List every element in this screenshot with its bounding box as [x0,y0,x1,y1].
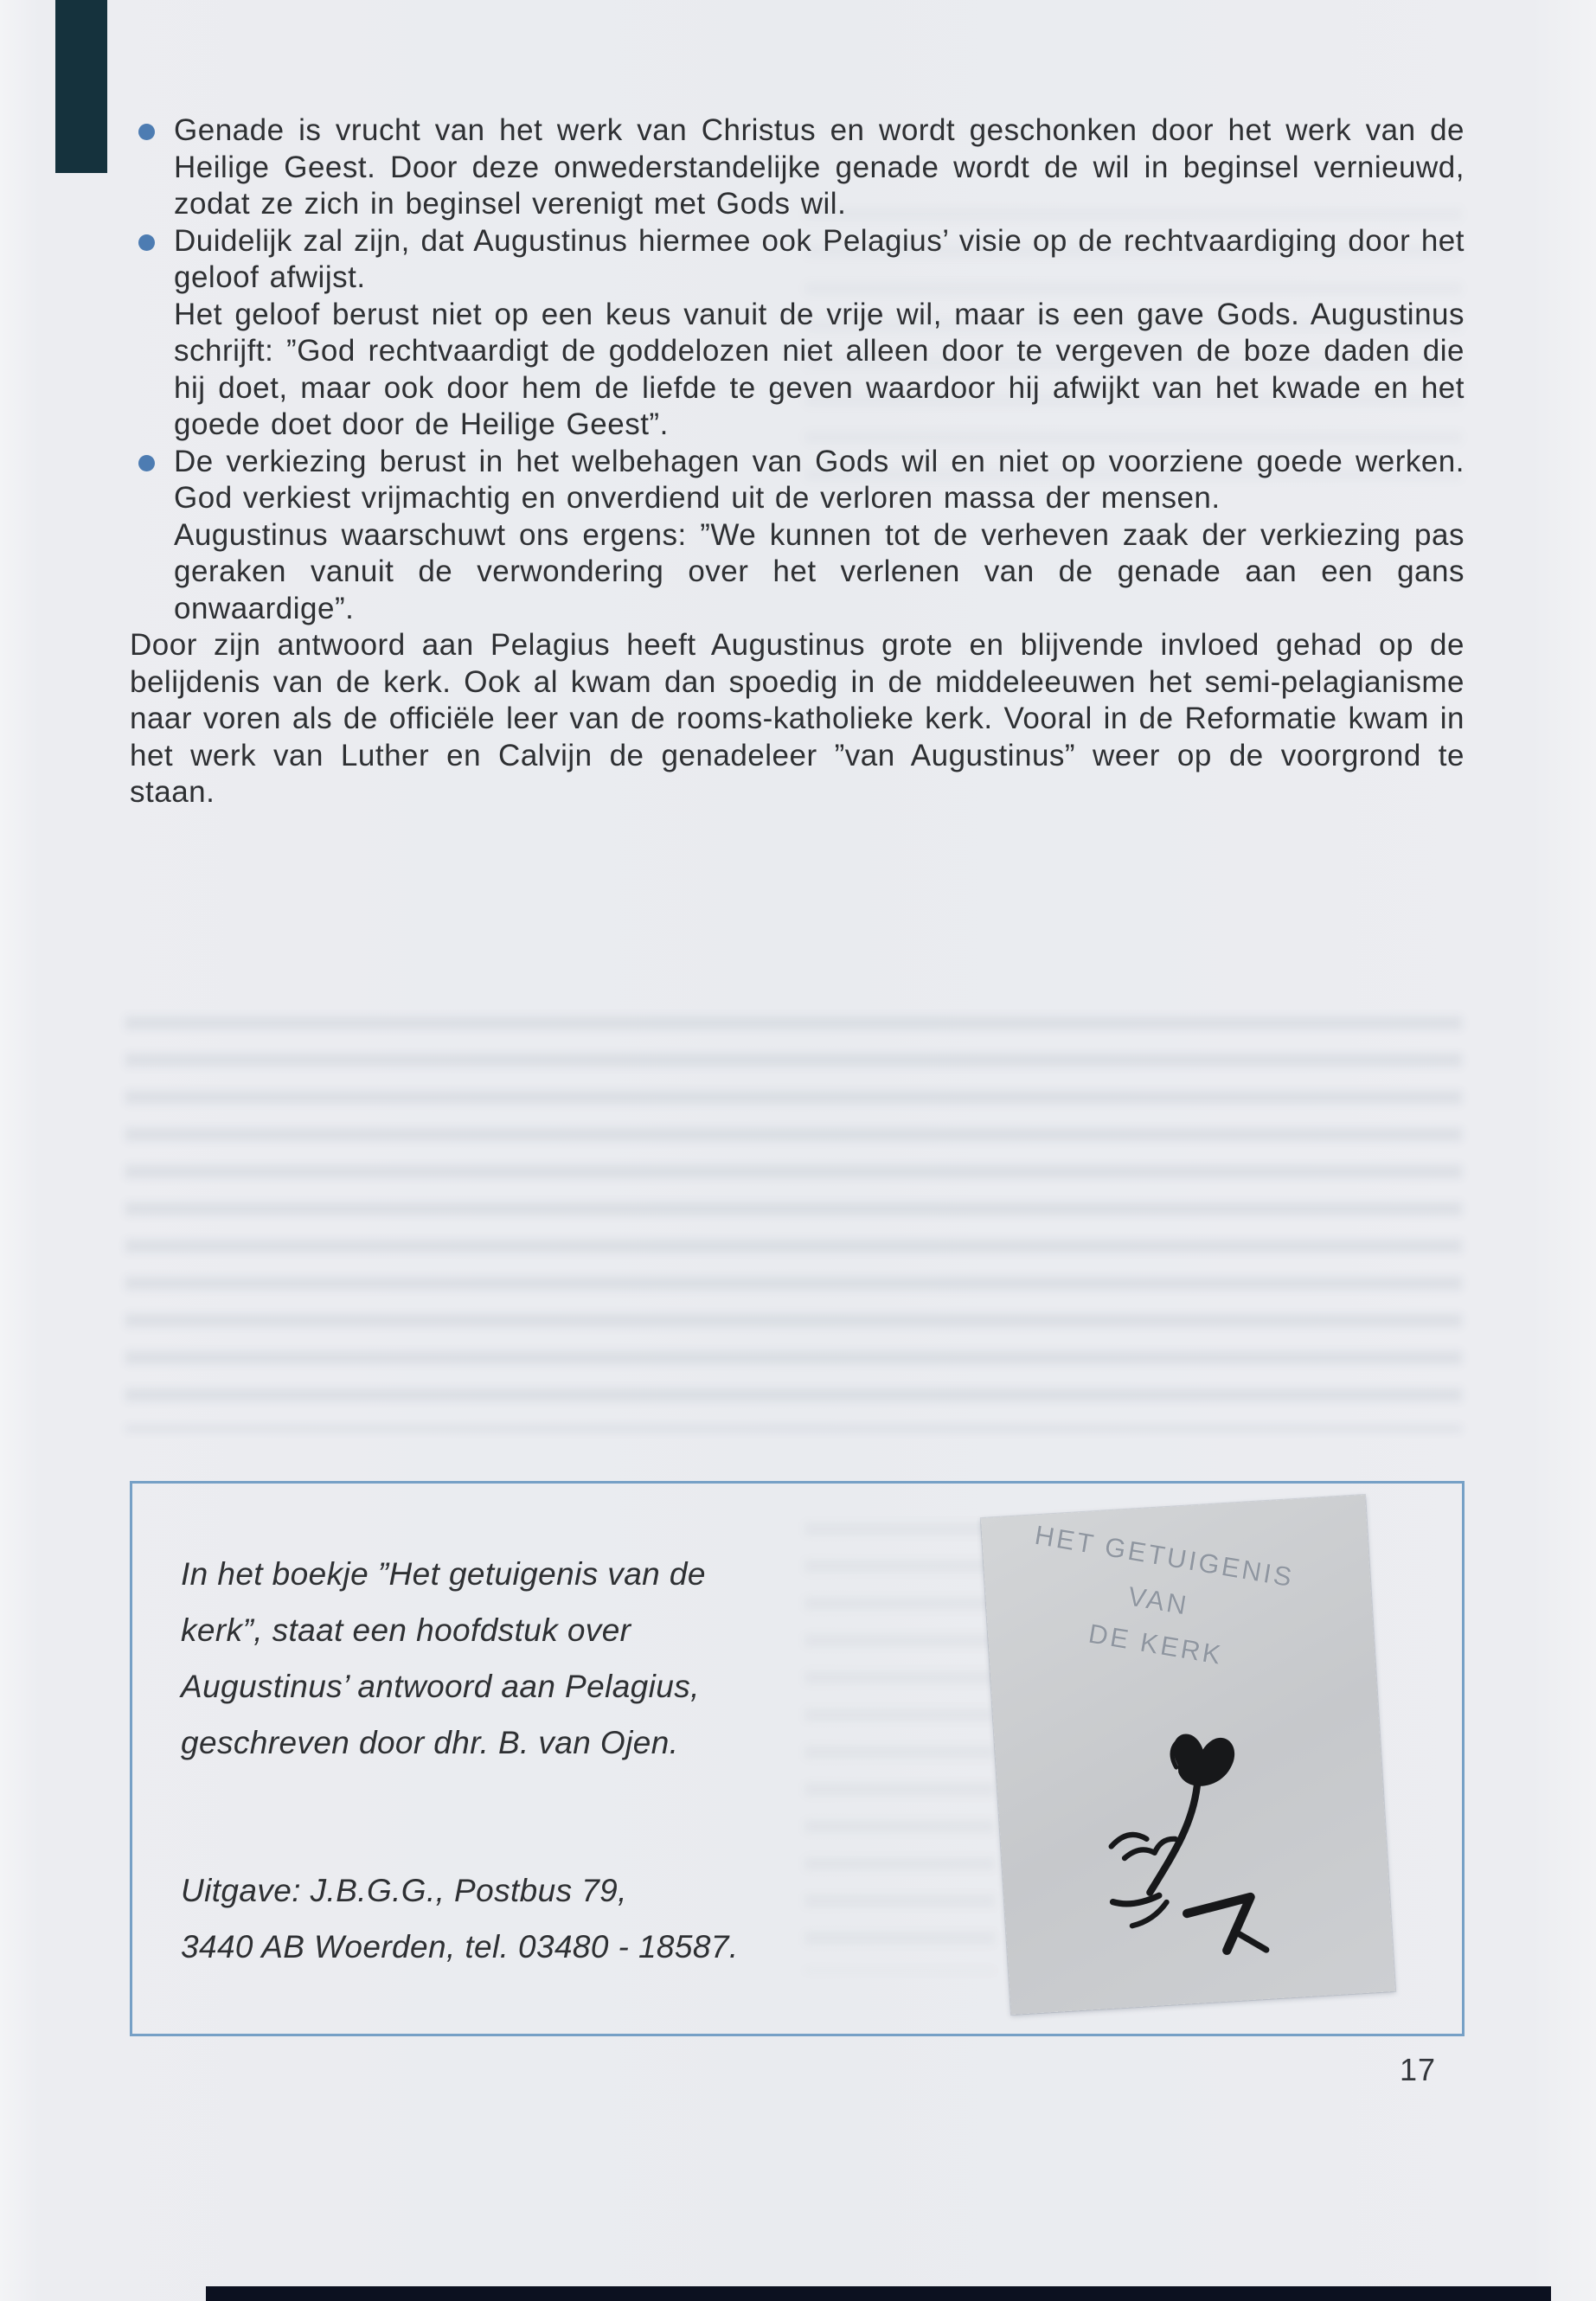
publisher-info [181,1862,739,1975]
bullet-item-rechtvaardiging [130,223,1465,444]
advertisement-box [130,1481,1465,2036]
bottom-scan-bar [206,2286,1551,2301]
bullet-paragraph: Genade is vrucht van het werk van Christus en wordt geschonken door het werk van de Heilige Geest. Door deze onwederstandelijke genade wordt de wil in beginsel vernieuwd, zodat ze zich in beginsel verenigt met Gods wil. [174,113,1465,221]
top-left-binding-mark [55,0,107,173]
cover-title-line: HET GETUIGENIS [1032,1519,1297,1593]
page-number: 17 [1400,2052,1437,2087]
cover-title-line: VAN [1125,1580,1191,1621]
bullet-text [174,223,1465,444]
bullet-item-verkiezing [130,444,1465,628]
cover-title-line: DE KERK [1086,1618,1226,1671]
publisher-line: Uitgave: J.B.G.G., Postbus 79, [181,1873,627,1908]
bullet-text [174,444,1465,628]
page-body-text [130,112,1465,811]
bullet-item-genade [130,112,1465,223]
bullet-paragraph: De verkiezing berust in het welbehagen van Gods wil en niet op voorziene goede werken. God verkiest vrijmachtig en onverdiend uit de verloren massa der mensen. [174,444,1465,515]
bullet-paragraph: Duidelijk zal zijn, dat Augustinus hiermee ook Pelagius’ visie op de rechtvaardiging door het geloof afwijst. [174,223,1465,294]
ad-line: kerk”, staat een hoofdstuk over [181,1612,631,1648]
ad-line: In het boekje ”Het getuigenis van de [181,1556,706,1592]
publisher-line: 3440 AB Woerden, tel. 03480 - 18587. [181,1929,739,1965]
reverse-side-bleedthrough [125,1016,1462,1432]
flower-ink-illustration [1041,1702,1324,1985]
advertisement-text [181,1546,706,1771]
bullet-dot [138,234,155,251]
bullet-paragraph: Augustinus waarschuwt ons ergens: ”We kunnen tot de verheven zaak der verkiezing pas geraken vanuit de verwondering over het verlenen van de genade aan een gans onwaardige”. [174,517,1465,625]
closing-paragraph: Door zijn antwoord aan Pelagius heeft Augustinus grote en blijvende invloed gehad op de belijdenis van de kerk. Ook al kwam dan spoedig in de middeleeuwen het semi-pelagianisme naar voren als de officiële leer van de rooms-katholieke kerk. Vooral in de Reformatie kwam in het werk van Luther en Calvijn de genadeleer ”van Augustinus” weer op de voorgrond te staan. [130,628,1465,809]
bullet-text [174,112,1465,223]
bullet-paragraph: Het geloof berust niet op een keus vanuit de vrije wil, maar is een gave Gods. Augustinus schrijft: ”God rechtvaardigt de goddelozen niet alleen door te vergeven de boze daden die hij doet, maar ook door hem de liefde te geven waardoor hij afwijkt van het kwade en het goede doet door de Heilige Geest”. [174,297,1465,441]
book-cover-title [1018,1520,1297,1681]
book-cover-photo [981,1495,1395,2015]
bullet-dot [138,124,155,140]
ad-line: geschreven door dhr. B. van Ojen. [181,1725,679,1760]
bullet-dot [138,455,155,471]
ad-line: Augustinus’ antwoord aan Pelagius, [181,1669,700,1704]
